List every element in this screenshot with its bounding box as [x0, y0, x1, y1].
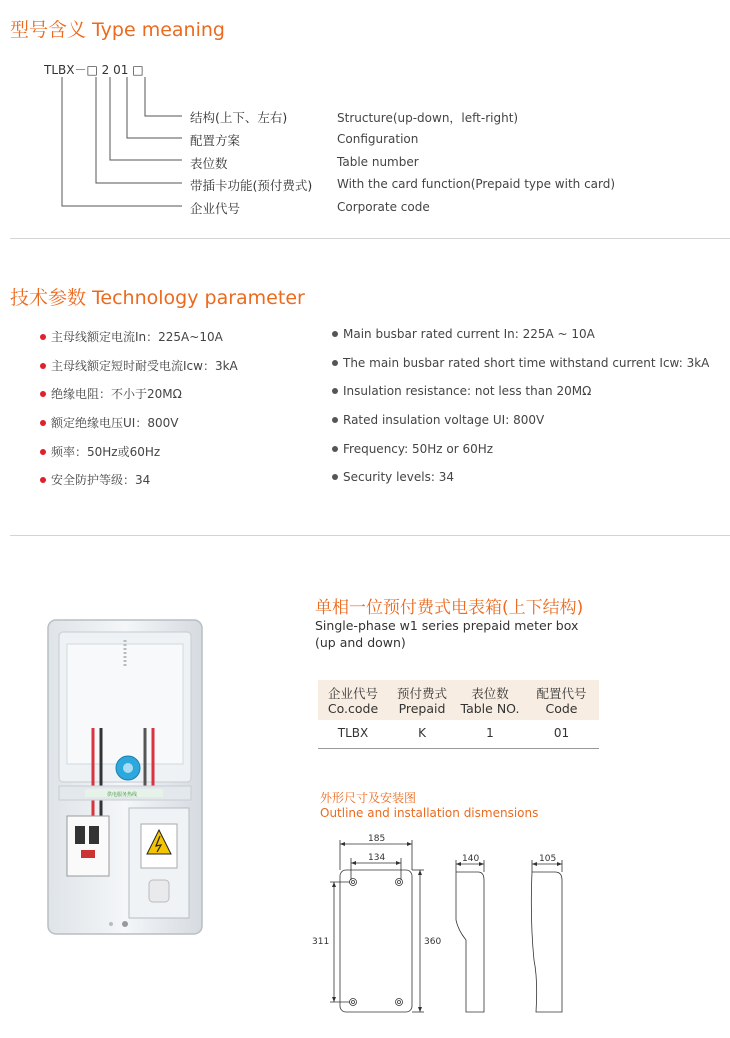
- bullet-dot: [332, 331, 338, 337]
- spec-cell-1: TLBX: [337, 726, 369, 740]
- photo-label: 供电服务热线: [107, 792, 138, 798]
- bullet-dot: [332, 360, 338, 366]
- spec-header-3-en: Table NO.: [460, 701, 520, 716]
- tech-en-6: [332, 470, 454, 484]
- tech-en-text: Rated insulation voltage UI: 800V: [343, 413, 545, 427]
- dimension-drawing: [300, 830, 600, 1030]
- tech-title: 技术参数 Technology parameter: [10, 287, 305, 309]
- bullet-dot: [332, 446, 338, 452]
- bullet-dot: [40, 391, 46, 397]
- tech-cn-2: [40, 357, 238, 374]
- divider-1: [10, 238, 730, 239]
- tech-en-text: Security levels: 34: [343, 470, 455, 484]
- type-meaning-title: 型号含义 Type meaning: [10, 19, 225, 41]
- spec-header-4-cn: 配置代号: [536, 686, 587, 701]
- dim-140: 140: [462, 854, 480, 864]
- type-item-en-5: Corporate code: [337, 200, 430, 214]
- bullet-dot: [40, 420, 46, 426]
- tech-cn-3: [40, 385, 182, 402]
- tech-en-text: Main busbar rated current In: 225A ~ 10A: [343, 327, 595, 341]
- tech-cn-text: 主母线额定短时耐受电流Icw：3kA: [51, 359, 238, 373]
- tech-en-5: [332, 442, 493, 456]
- dim-311: 311: [312, 937, 330, 947]
- tech-cn-4: [40, 414, 178, 431]
- dim-360: 360: [424, 937, 442, 947]
- tech-cn-text: 额定绝缘电压UI：800V: [51, 416, 179, 430]
- dim-105: 105: [539, 854, 557, 864]
- dim-185: 185: [368, 834, 386, 844]
- spec-header-3: [456, 686, 524, 716]
- spec-cell-4: 01: [553, 726, 570, 740]
- product-title-en-1: Single-phase w1 series prepaid meter box: [315, 618, 579, 633]
- model-code-box-1: □: [86, 63, 98, 77]
- divider-2: [10, 535, 730, 536]
- bullet-dot: [40, 449, 46, 455]
- dimensions-title-cn: 外形尺寸及安装图: [320, 791, 417, 805]
- type-item-cn-3: 表位数: [190, 156, 228, 171]
- spec-header-4: [524, 686, 599, 716]
- tech-en-3: [332, 384, 591, 398]
- model-code-box-2: □: [132, 63, 144, 77]
- spec-header-3-cn: 表位数: [471, 686, 509, 701]
- product-title-en-2: (up and down): [315, 635, 406, 650]
- type-item-en-4: With the card function(Prepaid type with card): [337, 177, 616, 191]
- bullet-dot: [332, 388, 338, 394]
- dim-134: 134: [368, 853, 386, 863]
- spec-cell-2: K: [418, 726, 426, 740]
- spec-header-1-cn: 企业代号: [327, 686, 378, 701]
- tech-cn-1: [40, 328, 223, 345]
- spec-header-2-en: Prepaid: [398, 701, 446, 716]
- tech-en-4: [332, 413, 544, 427]
- spec-table-bottom-line: [318, 748, 599, 749]
- spec-header-2-cn: 预付费式: [396, 686, 447, 701]
- tech-en-text: Insulation resistance: not less than 20MΩ: [343, 384, 592, 398]
- tech-cn-text: 频率：50Hz或60Hz: [51, 445, 161, 459]
- spec-cell-3: 1: [486, 726, 494, 740]
- bullet-dot: [332, 474, 338, 480]
- tech-en-text: The main busbar rated short time withstand current Icw: 3kA: [343, 356, 710, 370]
- type-item-en-1: Structure(up-down，left-right): [337, 111, 519, 125]
- tech-en-text: Frequency: 50Hz or 60Hz: [343, 442, 494, 456]
- type-item-en-2: Configuration: [337, 132, 419, 146]
- type-item-cn-5: 企业代号: [190, 201, 241, 216]
- spec-header-2: [388, 686, 456, 716]
- type-item-cn-2: 配置方案: [190, 133, 241, 148]
- spec-header-4-en: Code: [545, 701, 578, 716]
- tech-cn-text: 主母线额定电流In：225A~10A: [51, 330, 223, 344]
- bullet-dot: [332, 417, 338, 423]
- bullet-dot: [40, 334, 46, 340]
- type-item-cn-1: 结构(上下、左右): [190, 110, 288, 125]
- tech-en-1: [332, 327, 595, 341]
- spec-header-1: [318, 686, 388, 716]
- tech-cn-text: 绝缘电阻：不小于20MΩ: [51, 387, 182, 401]
- type-item-en-3: Table number: [337, 155, 419, 169]
- tech-cn-5: [40, 443, 160, 460]
- model-code-digits: 2 01: [101, 63, 129, 77]
- tech-cn-6: [40, 471, 150, 488]
- spec-header-1-en: Co.code: [327, 701, 379, 716]
- meter-box-photo: [45, 618, 205, 938]
- dimensions-title-en: Outline and installation dismensions: [320, 806, 539, 820]
- tech-cn-text: 安全防护等级：34: [51, 473, 151, 487]
- bullet-dot: [40, 477, 46, 483]
- product-title-cn: 单相一位预付费式电表箱(上下结构): [315, 598, 584, 618]
- model-code-prefix: TLBX－: [44, 63, 87, 77]
- bullet-dot: [40, 363, 46, 369]
- tech-en-2: [332, 356, 709, 370]
- type-item-cn-4: 带插卡功能(预付费式): [190, 178, 313, 193]
